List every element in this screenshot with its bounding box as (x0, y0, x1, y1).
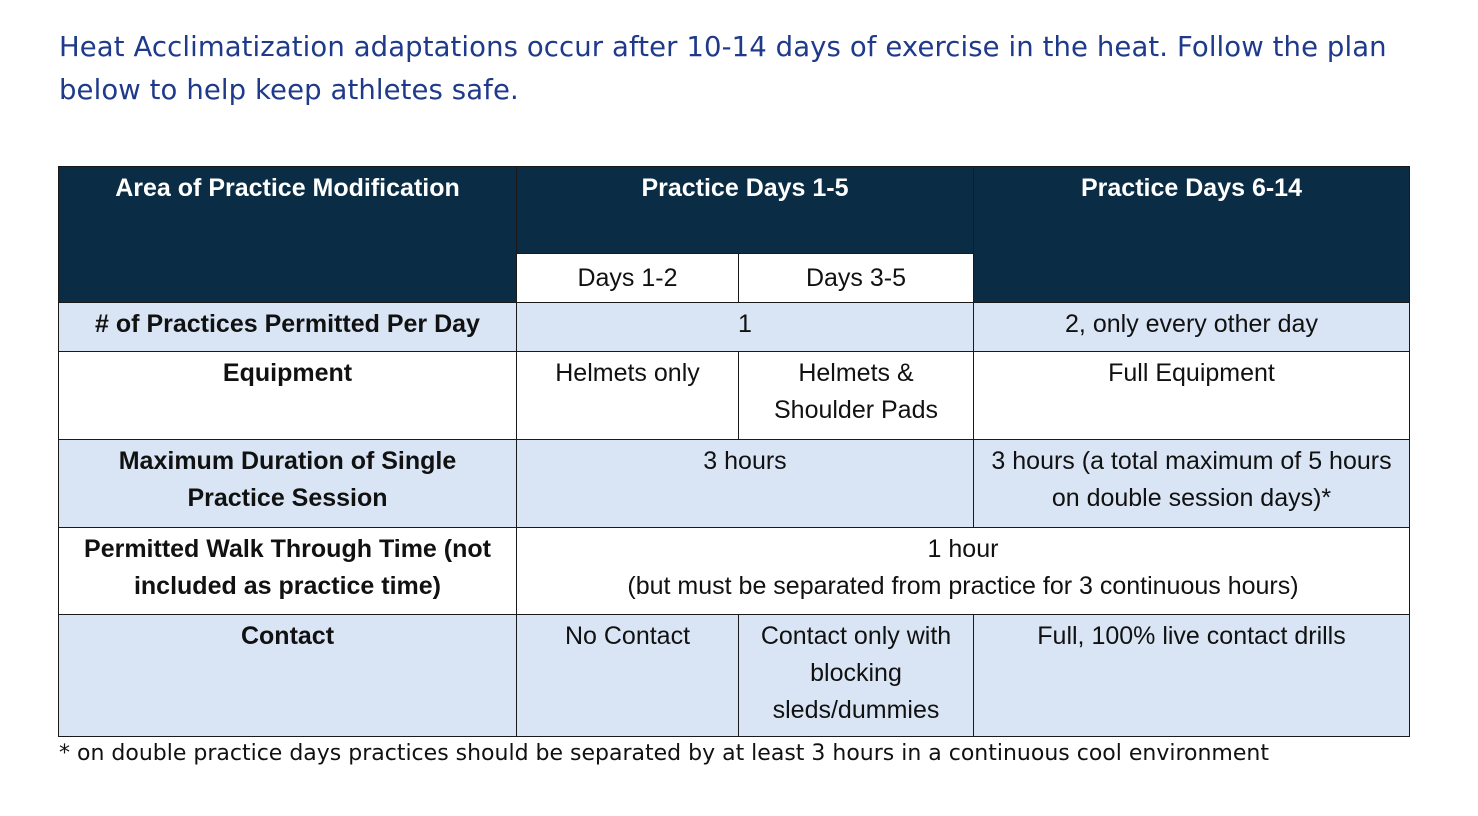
cell-days-1-5: 1 (517, 303, 974, 352)
row-label: Equipment (59, 352, 517, 440)
header-days-3-5: Days 3-5 (739, 254, 974, 303)
row-label: Contact (59, 615, 517, 737)
cell-days-6-14: Full, 100% live contact drills (974, 615, 1410, 737)
header-days-6-14: Practice Days 6-14 (974, 167, 1410, 303)
header-area: Area of Practice Modification (59, 167, 517, 303)
row-walk-through (59, 528, 1410, 615)
cell-days-1-5: 3 hours (517, 440, 974, 528)
row-label: Maximum Duration of Single Practice Session (59, 440, 517, 528)
cell-walk-through-value (517, 528, 1410, 615)
row-practices-per-day (59, 303, 1410, 352)
intro-text: Heat Acclimatization adaptations occur after 10-14 days of exercise in the heat. Follow the plan below to help keep athletes safe. (59, 31, 1387, 106)
cell-days-3-5: Helmets & Shoulder Pads (739, 352, 974, 440)
walk-through-line-2: (but must be separated from practice for 3 continuous hours) (627, 572, 1299, 600)
cell-days-6-14: 3 hours (a total maximum of 5 hours on double session days)* (974, 440, 1410, 528)
cell-days-6-14: Full Equipment (974, 352, 1410, 440)
heat-acclimatization-table (58, 166, 1410, 737)
row-contact (59, 615, 1410, 737)
row-max-duration (59, 440, 1410, 528)
row-label: # of Practices Permitted Per Day (59, 303, 517, 352)
footnote: * on double practice days practices should be separated by at least 3 hours in a continuous cool environment (59, 741, 1269, 766)
cell-days-1-2: No Contact (517, 615, 739, 737)
walk-through-line-1: 1 hour (927, 535, 999, 563)
cell-days-1-2: Helmets only (517, 352, 739, 440)
row-equipment (59, 352, 1410, 440)
header-days-1-2: Days 1-2 (517, 254, 739, 303)
cell-days-6-14: 2, only every other day (974, 303, 1410, 352)
header-days-1-5: Practice Days 1-5 (517, 167, 974, 254)
cell-days-3-5: Contact only with blocking sleds/dummies (739, 615, 974, 737)
row-label: Permitted Walk Through Time (not included as practice time) (59, 528, 517, 615)
